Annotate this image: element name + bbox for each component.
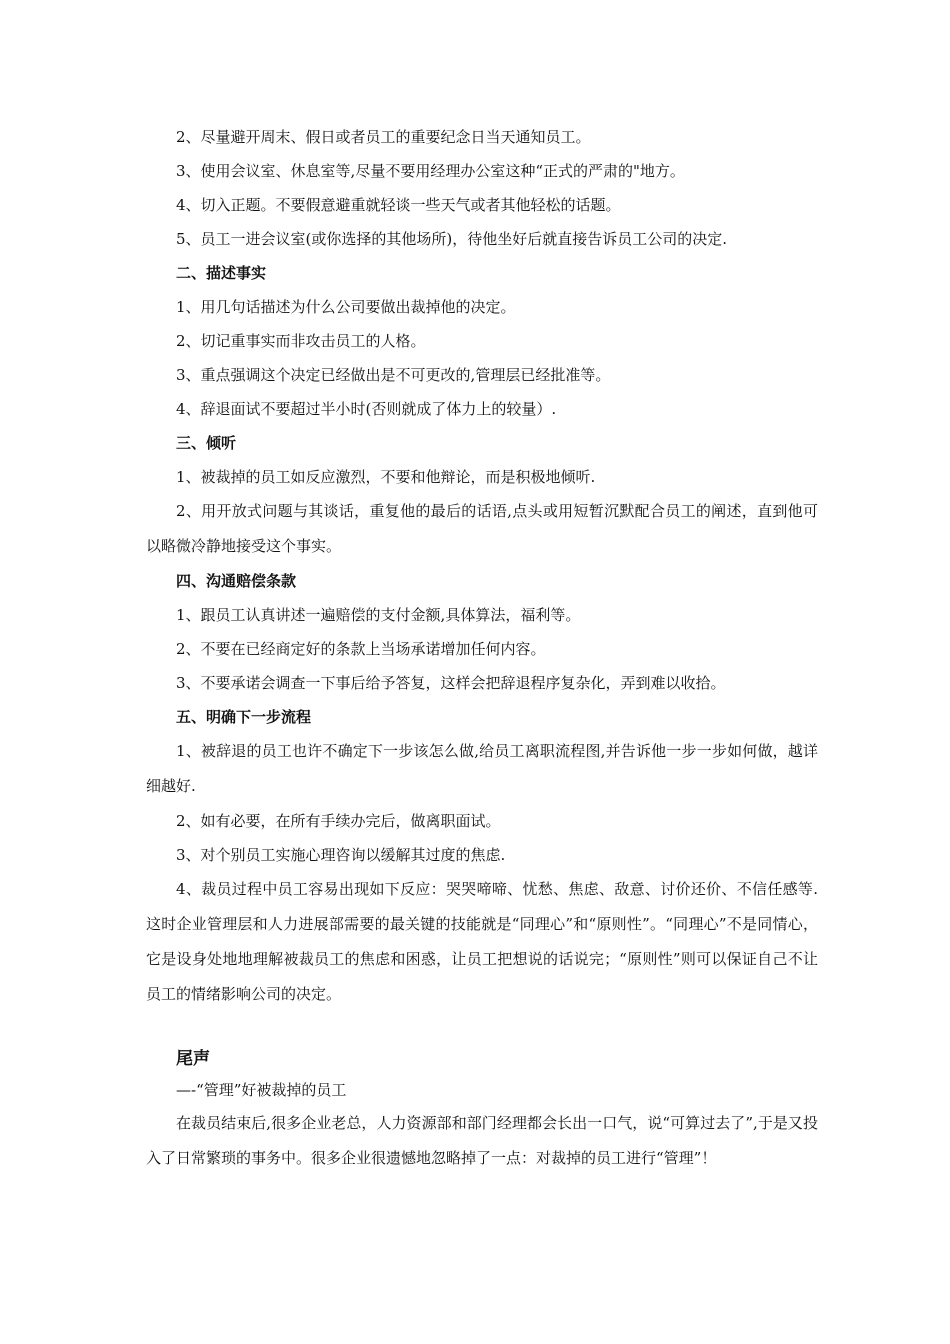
list-item: 2、尽量避开周末、假日或者员工的重要纪念日当天通知员工。	[176, 128, 591, 146]
list-item: 3、重点强调这个决定已经做出是不可更改的,管理层已经批准等。	[176, 366, 611, 384]
document-page	[146, 120, 818, 1176]
list-item: 5、员工一进会议室(或你选择的其他场所)，待他坐好后就直接告诉员工公司的决定.	[176, 230, 728, 248]
list-item: 3、使用会议室、休息室等,尽量不要用经理办公室这种“正式的严肃的"地方。	[176, 162, 685, 180]
list-item: 2、用开放式问题与其谈话，重复他的最后的话语,点头或用短暂沉默配合员工的阐述，直到他可以略微冷静地接受这个事实。	[146, 502, 818, 555]
list-item: 3、对个别员工实施心理咨询以缓解其过度的焦虑.	[176, 846, 506, 864]
section-heading-describe-facts: 二、描述事实	[176, 264, 267, 282]
list-item: 1、被辞退的员工也许不确定下一步该怎么做,给员工离职流程图,并告诉他一步一步如何做，越详细越好.	[146, 742, 818, 795]
list-item: 1、跟员工认真讲述一遍赔偿的支付金额,具体算法，福利等。	[176, 606, 581, 624]
list-item: 1、被裁掉的员工如反应激烈，不要和他辩论，而是积极地倾听.	[176, 468, 596, 486]
coda-title: 尾声	[176, 1049, 210, 1069]
section-heading-next-steps: 五、明确下一步流程	[176, 708, 312, 726]
list-item: 3、不要承诺会调查一下事后给予答复，这样会把辞退程序复杂化，弄到难以收拾。	[176, 674, 726, 692]
list-item: 1、用几句话描述为什么公司要做出裁掉他的决定。	[176, 298, 516, 316]
list-item: 2、不要在已经商定好的条款上当场承诺增加任何内容。	[176, 640, 546, 658]
list-item: 4、裁员过程中员工容易出现如下反应：哭哭啼啼、忧愁、焦虑、敌意、讨价还价、不信任感等.这时企业管理层和人力进展部需要的最关键的技能就是“同理心”和“原则性”。“同理心”不是同情心，它是设身处地地理解被裁员工的焦虑和困惑，让员工把想说的话说完；“原则性”则可以保证自己不让员工的情绪影响公司的决定。	[146, 880, 818, 1003]
coda-paragraph: 在裁员结束后,很多企业老总，人力资源部和部门经理都会长出一口气，说“可算过去了”,于是又投入了日常繁琐的事务中。很多企业很遗憾地忽略掉了一点：对裁掉的员工进行“管理”！	[146, 1114, 818, 1167]
list-item: 2、切记重事实而非攻击员工的人格。	[176, 332, 426, 350]
coda-subtitle: —-“管理”好被裁掉的员工	[176, 1081, 347, 1099]
section-heading-listen: 三、倾听	[176, 434, 237, 452]
list-item: 4、切入正题。不要假意避重就轻谈一些天气或者其他轻松的话题。	[176, 196, 621, 214]
list-item: 2、如有必要，在所有手续办完后，做离职面试。	[176, 812, 501, 830]
section-heading-compensation: 四、沟通赔偿条款	[176, 572, 297, 590]
list-item: 4、辞退面试不要超过半小时(否则就成了体力上的较量）.	[176, 400, 557, 418]
section-spacer	[146, 1012, 818, 1044]
